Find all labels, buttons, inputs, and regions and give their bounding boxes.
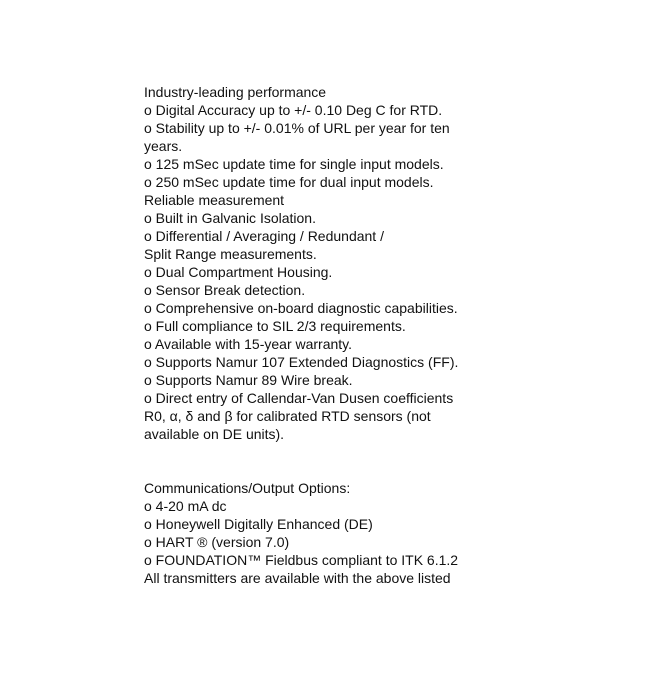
text-line: o HART ® (version 7.0): [144, 534, 290, 550]
performance-section: [144, 83, 484, 443]
section-heading-performance: Industry-leading performance: [144, 84, 327, 100]
text-line: o Built in Galvanic Isolation.: [144, 210, 316, 226]
section-heading-reliable: Reliable measurement: [144, 192, 285, 208]
text-line: o Stability up to +/- 0.01% of URL per year for ten: [144, 120, 450, 136]
text-line: o Sensor Break detection.: [144, 282, 306, 298]
text-line: o Digital Accuracy up to +/- 0.10 Deg C for RTD.: [144, 102, 443, 118]
text-line: All transmitters are available with the above listed: [144, 570, 451, 586]
text-line: available on DE units).: [144, 426, 285, 442]
text-line: o 250 mSec update time for dual input models.: [144, 174, 434, 190]
text-line: R0, α, δ and β for calibrated RTD sensors (not: [144, 408, 431, 424]
text-line: o Honeywell Digitally Enhanced (DE): [144, 516, 373, 532]
text-line: o Supports Namur 107 Extended Diagnostics (FF).: [144, 354, 459, 370]
text-line: o Direct entry of Callendar-Van Dusen coefficients: [144, 390, 454, 406]
text-line: o Differential / Averaging / Redundant /: [144, 228, 384, 244]
text-line: o Full compliance to SIL 2/3 requirements.: [144, 318, 406, 334]
section-heading-communications: Communications/Output Options:: [144, 480, 351, 496]
text-line: o FOUNDATION™ Fieldbus compliant to ITK 6.1.2: [144, 552, 459, 568]
text-line: o Dual Compartment Housing.: [144, 264, 333, 280]
text-line: o Supports Namur 89 Wire break.: [144, 372, 353, 388]
text-line: o Comprehensive on-board diagnostic capabilities.: [144, 300, 458, 316]
text-line: o 4-20 mA dc: [144, 498, 227, 514]
communications-section: [144, 479, 484, 587]
text-line: o 125 mSec update time for single input models.: [144, 156, 444, 172]
text-line: o Available with 15-year warranty.: [144, 336, 353, 352]
text-line: years.: [144, 138, 183, 154]
text-line: Split Range measurements.: [144, 246, 317, 262]
